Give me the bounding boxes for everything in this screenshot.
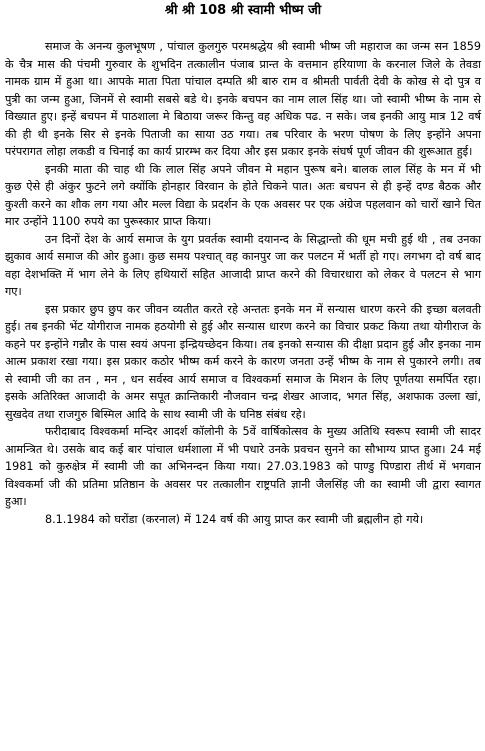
paragraph-death: 8.1.1984 को घरोंडा (करनाल) में 124 वर्ष की आयु प्राप्त कर स्वामी जी ब्रह्मलीन हो गये। <box>45 512 424 526</box>
paragraph-faridabad: फरीदाबाद विश्वकर्मा मन्दिर आदर्श कॉलोनी के 5वें वार्षिकोत्सव के मुख्य अतिथि स्वरूप स्वामी जी सादर आमन्त्रित थे। उसके बाद कई बार पांचाल धर्मशाला में भी पधारे उनके प्रवचन सुनने का सौभाग्य प्राप्त हुआ। 24 मई 1981 को कुरुक्षेत्र में स्वामी जी का अभिनन्दन किया गया। 27.03.1983 को पाण्डु पिण्डारा तीर्थ में भगवान विश्वकर्मा जी की प्रतिमा प्रतिष्ठान के अवसर पर तत्कालीन राष्ट्रपति ज्ञानी जैलसिंह जी का स्वामी जी द्वारा स्वागत हुआ। <box>5 425 481 508</box>
paragraph-arya-samaj: उन दिनों देश के आर्य समाज के युग प्रवर्तक स्वामी दयानन्द के सिद्धान्तो की धूम मची हुई थी , तब उनका झुकाव आर्य समाज की ओर हुआ। कुछ समय पश्चात् वह कानपुर जा कर पलटन में भर्ती हो गए। लगभग दो वर्ष बाद वहा देशभक्ति में भाग लेने के लिए हथियारों सहित आजादी प्राप्त करने की विचारधारा को लेकर वे पलटन से भाग गए। <box>5 232 481 298</box>
paragraph-sanyas: इस प्रकार छुप छुप कर जीवन व्यतीत करते रहे अन्ततः इनके मन में सन्यास धारण करने की इच्छा बलवती हुई। तब इनकी भेंट योगीराज नामक हठयोगी से हुई और सन्यास धारण करने का विचार प्रकट किया तथा योगीराज के कहने पर इन्होंने गन्नौर के पास स्वयं अपना इन्द्रियच्छेदन किया। तब इनको सन्यास की दीक्षा प्रदान हुई और इनका नाम आत्म प्रकाश रखा गया। इस प्रकार कठोर भीष्म कर्म करने के कारण जनता उन्हें भीष्म के नाम से पुकारने लगी। तब से स्वामी जी का तन , मन , धन सर्वस्व आर्य समाज व विश्वकर्मा समाज के मिशन के लिए पूर्णतया समर्पित रहा। इसके अतिरिक्त आजादी के अमर सपूत क्रान्तिकारी नौजवान चन्द्र शेखर आजाद, भगत सिंह, अशफाक उल्ला खां, सुखदेव तथा राजगुरु बिस्मिल आदि के साथ स्वामी जी के घनिष्ठ संबंध रहे। <box>5 302 481 421</box>
paragraph-childhood: इनकी माता की चाह थी कि लाल सिंह अपने जीवन मे महान पुरूष बने। बालक लाल सिंह के मन में भी कुछ ऐसे ही अंकुर फुटने लगे क्योंकि होनहार विरवान के होते चिकने पात। अतः बचपन से ही इन्हें दण्ड बैठक और कुश्ती करने का शौक लग गया और मल्ल विद्या के प्रदर्शन के एक अवसर पर एक अंग्रेज पहलवान को चारों खाने चित मार उन्होंने 1100 रुपये का पुरूस्कार प्राप्त किया। <box>5 162 481 228</box>
page-title: श्री श्री 108 श्री स्वामी भीष्म जी <box>164 3 322 18</box>
paragraph-birth: समाज के अनन्य कुलभूषण , पांचाल कुलगुरु परमश्रद्धेय श्री स्वामी भीष्म जी महाराज का जन्म सन 1859 के चैत्र मास की पंचमी गुरुवार के शुभदिन तत्कालीन पंजाब प्रान्त के वत्त‌मान हरियाणा के करनाल जिले के तेवडा नामक ग्राम में हुआ था। आपके माता पिता पांचाल दम्पति श्री बारु राम व श्रीमती पार्वती देवी के कोख से दो पुत्र व पुत्री का जन्म हुआ, जिनमें से स्वामी सबसे बडे थे। इनके बचपन का नाम लाल सिंह था। जो स्वामी भीष्म के नाम से विख्यात हुए। इन्हें बचपन में पाठशाला मे बिठाया जरूर किन्तु वह अधिक पढ. न सके। जब इनकी आयु मात्र 12 वर्ष की ही थी इनके सिर से इनके पिताजी का साया उठ गया। तब परिवार के भरण पोषण के लिए इन्होंने अपना परंपरागत लोहा लकडी व चिनाई का कार्य प्रारम्भ कर दिया और इस प्रकार इनके संघर्ष पूर्ण जीवन की शुरूआत हुई। <box>5 40 481 158</box>
